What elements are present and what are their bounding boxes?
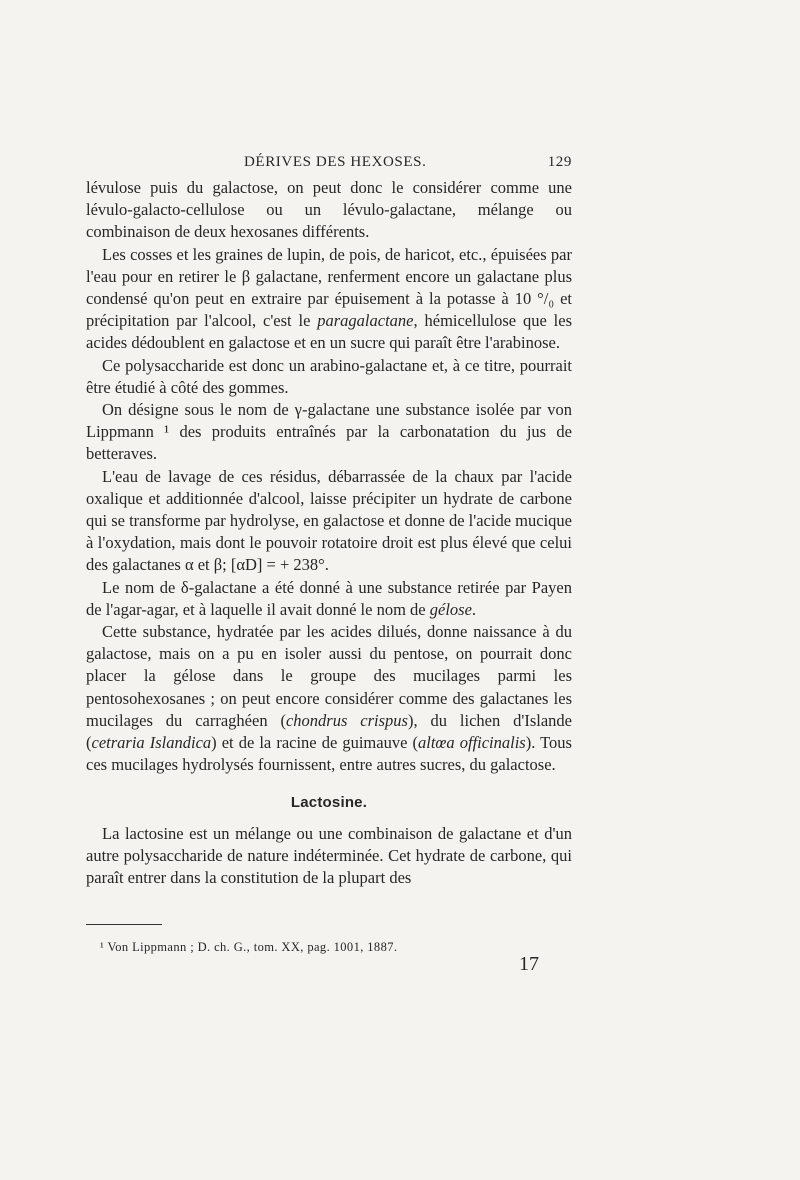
main-text bbox=[86, 177, 572, 889]
page-number: 129 bbox=[547, 154, 572, 170]
footnote-divider bbox=[86, 924, 162, 925]
term-italic: altœa officinalis bbox=[417, 733, 526, 753]
term-italic: cetraria Islandica bbox=[91, 733, 212, 753]
running-title: DÉRIVES DES HEXOSES. bbox=[244, 154, 427, 170]
paragraph: Le nom de δ-galactane a été donné à une substance retirée par Payen de l'agar-agar, et à laquelle il avait donné le nom de gélose. bbox=[86, 577, 572, 619]
term-italic: paragalactane bbox=[317, 311, 414, 331]
paragraph: L'eau de lavage de ces résidus, débarrassée de la chaux par l'acide oxalique et additionnée d'alcool, laisse précipiter un hydrate de carbone qui se transforme par hydrolyse, en galactose et donne de l'acide mucique à l'oxydation, mais dont le pouvoir rotatoire droit est plus élevé que celui des galactanes α et β; [αD] = + 238°. bbox=[86, 466, 572, 575]
signature-mark: 17 bbox=[519, 953, 539, 975]
footnote: ¹ Von Lippmann ; D. ch. G., tom. XX, pag. 1001, 1887. bbox=[100, 940, 398, 954]
paragraph: On désigne sous le nom de γ-galactane une substance isolée par von Lippmann ¹ des produits entraînés par la carbonatation du jus de betteraves. bbox=[86, 400, 572, 464]
paragraph: Ce polysaccharide est donc un arabino-galactane et, à ce titre, pourrait être étudié à côté des gommes. bbox=[86, 355, 572, 397]
term-italic: gélose bbox=[429, 599, 472, 619]
term-italic: chondrus crispus bbox=[285, 710, 408, 730]
paragraph: lévulose puis du galactose, on peut donc le considérer comme une lévulo-galacto-cellulose ou un lévulo-galactane, mélange ou combinaison de deux hexosanes différents. bbox=[86, 178, 572, 242]
paragraph: La lactosine est un mélange ou une combinaison de galactane et d'un autre polysaccharide de nature indéterminée. Cet hydrate de carbone, qui paraît entrer dans la constitution de la plupart des bbox=[86, 823, 572, 888]
paragraph: Les cosses et les graines de lupin, de pois, de haricot, etc., épuisées par l'eau pour en retirer le β galactane, renferment encore un galactane plus condensé qu'on peut en extraire par épuisement à la potasse à 10 °/₀ et précipitation par l'alcool, c'est le paragalactane, hémicellulose que les acides dédoublent en galactose et en un sucre qui paraît être l'arabinose. bbox=[86, 244, 572, 353]
running-header bbox=[86, 154, 572, 176]
section-heading: Lactosine. bbox=[290, 794, 368, 812]
paragraph: Cette substance, hydratée par les acides dilués, donne naissance à du galactose, mais on a pu en isoler aussi du pentose, on pourrait donc placer la gélose dans le groupe des mucilages parmi les pentosohexosanes ; on peut encore considérer comme des galactanes les mucilages du carraghéen (chondrus crispus), du lichen d'Islande (cetraria Islandica) et de la racine de guimauve (altœa officinalis). Tous ces mucilages hydrolysés fournissent, entre autres sucres, du galactose. bbox=[86, 622, 572, 775]
